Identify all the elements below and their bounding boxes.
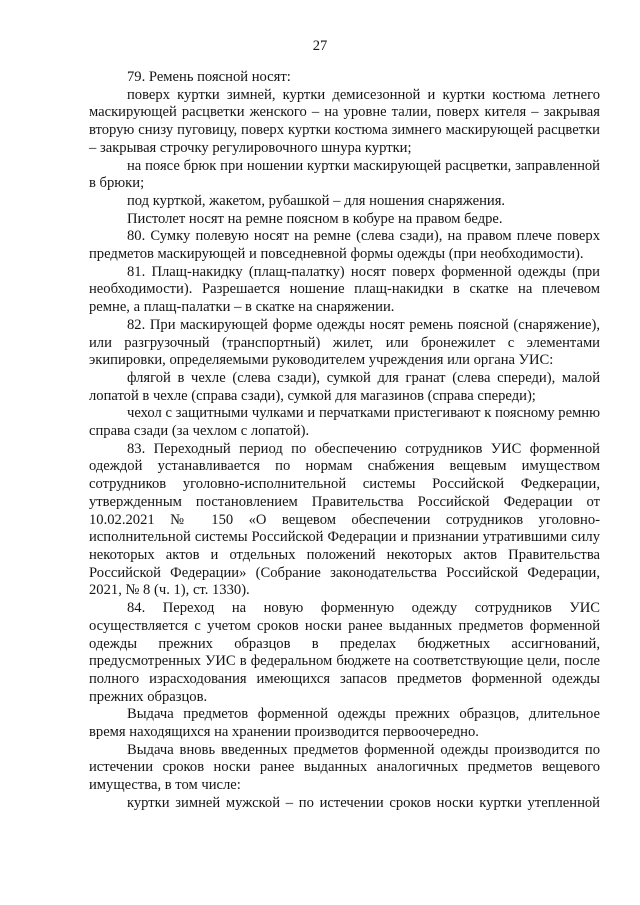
page-number: 27	[312, 38, 328, 54]
paragraph-82: 82. При маскирующей форме одежды носят ремень поясной (снаряжение), или разгрузочный (транспортный) жилет, или бронежилет с элементами экипировки, определяемыми руководителем учреждения или органа УИС:	[89, 316, 600, 369]
paragraph-84-old-samples: Выдача предметов форменной одежды прежних образцов, длительное время находящихся на хранении производится первоочередно.	[89, 706, 600, 741]
paragraph-81: 81. Плащ-накидку (плащ-палатку) носят поверх форменной одежды (при необходимости). Разрешается ношение плащ-накидки в скатке на плечевом ремне, а плащ-палатки – в скатке на снаряжении.	[89, 263, 600, 316]
paragraph-79-item-jacket: поверх куртки зимней, куртки демисезонной и куртки костюма летнего маскирующей расцветки женского – на уровне талии, поверх кителя – закрывая вторую снизу пуговицу, поверх куртки костюма зимнего маскирующей расцветки – закрывая строчку регулировочного шнура куртки;	[89, 86, 600, 156]
paragraph-84-new-items: Выдача вновь введенных предметов форменной одежды производится по истечении сроков носки ранее выданных аналогичных предметов вещевого имущества, в том числе:	[89, 741, 600, 794]
paragraph-82-item-cover: чехол с защитными чулками и перчатками пристегивают к поясному ремню справа сзади (за чехлом с лопатой).	[89, 405, 600, 440]
paragraph-80: 80. Сумку полевую носят на ремне (слева сзади), на правом плече поверх предметов маскирующей и повседневной формы одежды (при необходимости).	[89, 228, 600, 263]
paragraph-79-item-under-jacket: под курткой, жакетом, рубашкой – для ношения снаряжения.	[127, 192, 506, 209]
document-body	[89, 69, 600, 813]
paragraph-79-pistol: Пистолет носят на ремне поясном в кобуре на правом бедре.	[127, 210, 503, 227]
paragraph-82-item-flask: флягой в чехле (слева сзади), сумкой для гранат (слева спереди), малой лопатой в чехле (справа сзади), сумкой для магазинов (справа спереди);	[89, 369, 600, 404]
paragraph-84-winter-jacket: куртки зимней мужской – по истечении сроков носки куртки утепленной	[127, 794, 600, 811]
paragraph-79-intro: 79. Ремень поясной носят:	[127, 69, 291, 85]
paragraph-83: 83. Переходный период по обеспечению сотрудников УИС форменной одеждой устанавливается по нормам снабжения вещевым имуществом сотрудников уголовно-исполнительной системы Российской Федкерации, утвержденным постановлением Правительства Российской Федерации от 10.02.2021 № 150 «О вещевом обеспечении сотрудников уголовно-исполнительной системы Российской Федерации и признании утратившими силу некоторых актов и отдельных положений некоторых актов Правительства Российской Федерации» (Собрание законодательства Российской Федерации, 2021, № 8 (ч. 1), ст. 1330).	[89, 440, 600, 599]
paragraph-79-item-trousers: на поясе брюк при ношении куртки маскирующей расцветки, заправленной в брюки;	[89, 157, 600, 192]
paragraph-84: 84. Переход на новую форменную одежду сотрудников УИС осуществляется с учетом сроков носки ранее выданных предметов форменной одежды прежних образцов в пределах бюджетных ассигнований, предусмотренных УИС в федеральном бюджете на соответствующие цели, после полного израсходования имеющихся запасов предметов форменной одежды прежних образцов.	[89, 600, 600, 705]
